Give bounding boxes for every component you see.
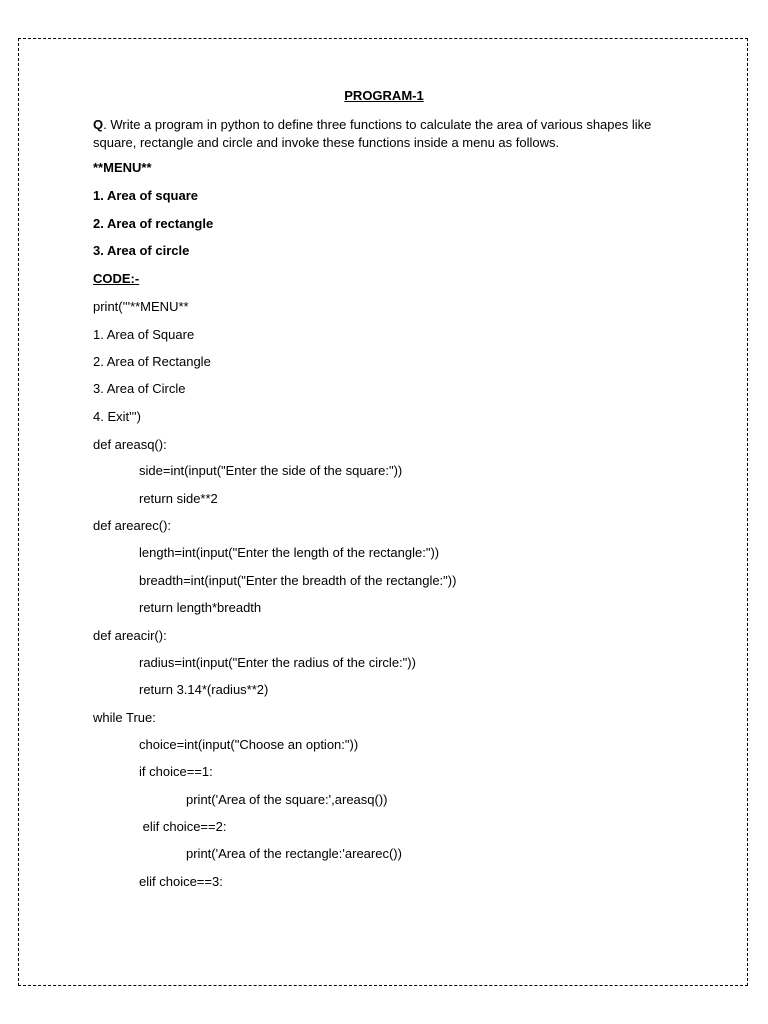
code-line: def areasq(): <box>93 437 167 452</box>
code-line: def arearec(): <box>93 518 172 533</box>
question-body: . Write a program in python to define three functions to calculate the area of various shapes like square, rectangle and circle and invoke these functions inside a menu as follows. <box>93 117 652 150</box>
code-line: return 3.14*(radius**2) <box>139 682 269 697</box>
menu-item-rectangle: 2. Area of rectangle <box>93 216 214 231</box>
page-title: PROGRAM-1 <box>344 88 424 103</box>
code-line: length=int(input("Enter the length of the rectangle:")) <box>139 545 440 560</box>
code-line: if choice==1: <box>139 764 213 779</box>
code-line: 4. Exit''') <box>93 409 141 424</box>
code-line: 1. Area of Square <box>93 327 195 342</box>
code-line: print('''**MENU** <box>93 299 189 314</box>
code-line: return length*breadth <box>139 600 262 615</box>
code-line: elif choice==3: <box>139 874 223 889</box>
code-line: radius=int(input("Enter the radius of the circle:")) <box>139 655 416 670</box>
menu-item-square: 1. Area of square <box>93 188 199 203</box>
code-line: breadth=int(input("Enter the breadth of the rectangle:")) <box>139 573 457 588</box>
question-text <box>93 116 673 152</box>
code-line: side=int(input("Enter the side of the square:")) <box>139 463 403 478</box>
menu-heading: **MENU** <box>93 160 152 175</box>
code-line: def areacir(): <box>93 628 167 643</box>
question-marker: Q <box>93 117 104 132</box>
page-border <box>18 38 748 986</box>
code-line: return side**2 <box>139 491 218 506</box>
menu-item-circle: 3. Area of circle <box>93 243 190 258</box>
code-line: print('Area of the square:',areasq()) <box>186 792 388 807</box>
code-line: choice=int(input("Choose an option:")) <box>139 737 359 752</box>
code-line: while True: <box>93 710 156 725</box>
code-line: print('Area of the rectangle:'arearec()) <box>186 846 402 861</box>
code-line: 2. Area of Rectangle <box>93 354 211 369</box>
code-line: elif choice==2: <box>139 819 227 834</box>
code-heading: CODE:- <box>93 271 140 286</box>
code-line: 3. Area of Circle <box>93 381 186 396</box>
